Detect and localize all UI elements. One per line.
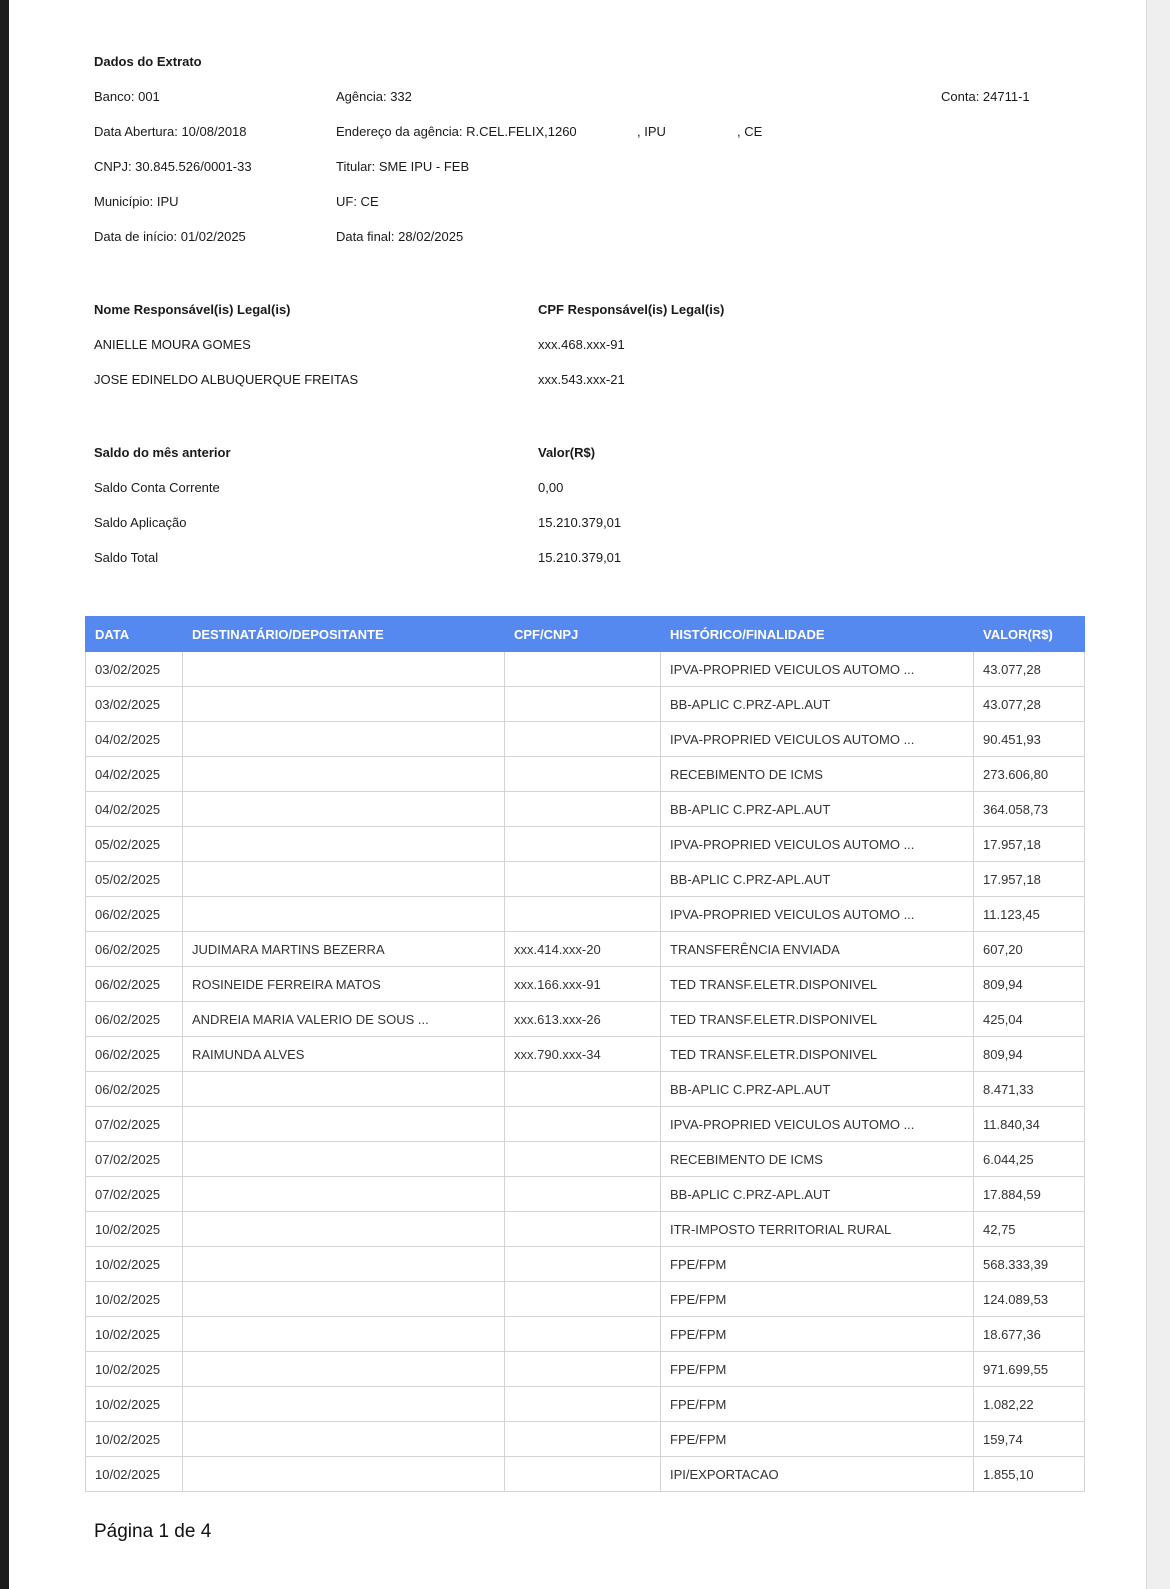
cell-historico: TED TRANSF.ELETR.DISPONIVEL xyxy=(661,1002,974,1037)
cell-cpf-cnpj: xxx.613.xxx-26 xyxy=(505,1002,661,1037)
cell-valor: 8.471,33 xyxy=(974,1072,1085,1107)
cell-cpf-cnpj xyxy=(505,862,661,897)
cell-valor: 17.957,18 xyxy=(974,862,1085,897)
cell-cpf-cnpj xyxy=(505,1387,661,1422)
cell-cpf-cnpj xyxy=(505,1177,661,1212)
table-row xyxy=(86,1317,1085,1352)
section-title-dados-extrato: Dados do Extrato xyxy=(94,54,202,69)
table-row xyxy=(86,1282,1085,1317)
cell-cpf-cnpj xyxy=(505,1107,661,1142)
cell-destinatario xyxy=(183,1457,505,1492)
cell-data: 06/02/2025 xyxy=(86,897,183,932)
cell-historico: FPE/FPM xyxy=(661,1247,974,1282)
cell-historico: BB-APLIC C.PRZ-APL.AUT xyxy=(661,1072,974,1107)
cell-cpf-cnpj: xxx.790.xxx-34 xyxy=(505,1037,661,1072)
cell-data: 10/02/2025 xyxy=(86,1247,183,1282)
table-body xyxy=(86,652,1085,1492)
cell-destinatario xyxy=(183,1352,505,1387)
responsavel-cpf: xxx.468.xxx-91 xyxy=(538,337,625,352)
table-row xyxy=(86,652,1085,687)
cell-destinatario xyxy=(183,1212,505,1247)
cell-cpf-cnpj xyxy=(505,1072,661,1107)
cell-historico: RECEBIMENTO DE ICMS xyxy=(661,1142,974,1177)
cell-cpf-cnpj xyxy=(505,1352,661,1387)
cell-destinatario xyxy=(183,897,505,932)
cell-historico: BB-APLIC C.PRZ-APL.AUT xyxy=(661,1177,974,1212)
cell-historico: BB-APLIC C.PRZ-APL.AUT xyxy=(661,792,974,827)
cell-data: 05/02/2025 xyxy=(86,827,183,862)
cell-destinatario xyxy=(183,1142,505,1177)
saldo-label: Saldo Aplicação xyxy=(94,515,187,530)
cell-valor: 90.451,93 xyxy=(974,722,1085,757)
cell-valor: 11.840,34 xyxy=(974,1107,1085,1142)
responsavel-nome: JOSE EDINELDO ALBUQUERQUE FREITAS xyxy=(94,372,359,387)
cell-data: 10/02/2025 xyxy=(86,1282,183,1317)
cell-cpf-cnpj xyxy=(505,757,661,792)
cell-valor: 11.123,45 xyxy=(974,897,1085,932)
cell-cpf-cnpj xyxy=(505,1317,661,1352)
responsaveis-nome-header: Nome Responsável(is) Legal(is) xyxy=(94,302,291,317)
table-row xyxy=(86,1107,1085,1142)
cell-historico: BB-APLIC C.PRZ-APL.AUT xyxy=(661,862,974,897)
cell-data: 07/02/2025 xyxy=(86,1142,183,1177)
cell-historico: FPE/FPM xyxy=(661,1422,974,1457)
table-row xyxy=(86,897,1085,932)
cell-data: 04/02/2025 xyxy=(86,722,183,757)
cell-valor: 17.957,18 xyxy=(974,827,1085,862)
data-inicio-field: Data de início: 01/02/2025 xyxy=(94,229,246,244)
cell-destinatario xyxy=(183,1072,505,1107)
cell-data: 10/02/2025 xyxy=(86,1387,183,1422)
agencia-field: Agência: 332 xyxy=(336,89,412,104)
cell-cpf-cnpj xyxy=(505,1212,661,1247)
cell-destinatario xyxy=(183,722,505,757)
cell-destinatario xyxy=(183,687,505,722)
municipio-field: Município: IPU xyxy=(94,194,179,209)
cell-historico: ITR-IMPOSTO TERRITORIAL RURAL xyxy=(661,1212,974,1247)
table-row xyxy=(86,1002,1085,1037)
table-row xyxy=(86,1037,1085,1072)
cell-destinatario: ANDREIA MARIA VALERIO DE SOUS ... xyxy=(183,1002,505,1037)
cell-valor: 6.044,25 xyxy=(974,1142,1085,1177)
cell-destinatario: RAIMUNDA ALVES xyxy=(183,1037,505,1072)
cell-valor: 1.855,10 xyxy=(974,1457,1085,1492)
cell-data: 10/02/2025 xyxy=(86,1352,183,1387)
cell-data: 05/02/2025 xyxy=(86,862,183,897)
table-row xyxy=(86,932,1085,967)
cell-data: 06/02/2025 xyxy=(86,1037,183,1072)
cell-valor: 273.606,80 xyxy=(974,757,1085,792)
table-header-row xyxy=(86,617,1085,652)
cell-valor: 42,75 xyxy=(974,1212,1085,1247)
col-header-data: DATA xyxy=(86,617,183,652)
table-row xyxy=(86,687,1085,722)
cell-cpf-cnpj xyxy=(505,1422,661,1457)
cell-historico: TED TRANSF.ELETR.DISPONIVEL xyxy=(661,967,974,1002)
saldo-valor: 15.210.379,01 xyxy=(538,515,622,530)
cell-valor: 425,04 xyxy=(974,1002,1085,1037)
cell-destinatario xyxy=(183,862,505,897)
cell-cpf-cnpj xyxy=(505,722,661,757)
responsavel-cpf: xxx.543.xxx-21 xyxy=(538,372,625,387)
cell-cpf-cnpj xyxy=(505,687,661,722)
cell-cpf-cnpj xyxy=(505,897,661,932)
cell-valor: 809,94 xyxy=(974,967,1085,1002)
table-row xyxy=(86,1212,1085,1247)
table-row xyxy=(86,1142,1085,1177)
cell-data: 07/02/2025 xyxy=(86,1107,183,1142)
table-row xyxy=(86,1247,1085,1282)
cell-data: 04/02/2025 xyxy=(86,757,183,792)
table-row xyxy=(86,1177,1085,1212)
viewer-left-edge xyxy=(0,0,9,1589)
col-header-valor: VALOR(R$) xyxy=(974,617,1085,652)
cell-cpf-cnpj: xxx.166.xxx-91 xyxy=(505,967,661,1002)
table-row xyxy=(86,862,1085,897)
cell-cpf-cnpj xyxy=(505,652,661,687)
table-row xyxy=(86,792,1085,827)
cell-valor: 1.082,22 xyxy=(974,1387,1085,1422)
cell-cpf-cnpj xyxy=(505,792,661,827)
table-row xyxy=(86,827,1085,862)
cell-cpf-cnpj xyxy=(505,1457,661,1492)
cell-data: 04/02/2025 xyxy=(86,792,183,827)
cell-historico: IPVA-PROPRIED VEICULOS AUTOMO ... xyxy=(661,1107,974,1142)
saldo-valor: 0,00 xyxy=(538,480,564,495)
table-row xyxy=(86,1422,1085,1457)
cell-destinatario xyxy=(183,827,505,862)
cell-destinatario xyxy=(183,1317,505,1352)
cell-cpf-cnpj xyxy=(505,1247,661,1282)
cell-valor: 971.699,55 xyxy=(974,1352,1085,1387)
cnpj-field: CNPJ: 30.845.526/0001-33 xyxy=(94,159,252,174)
cell-valor: 124.089,53 xyxy=(974,1282,1085,1317)
cell-historico: IPVA-PROPRIED VEICULOS AUTOMO ... xyxy=(661,652,974,687)
cell-data: 06/02/2025 xyxy=(86,932,183,967)
cell-historico: TED TRANSF.ELETR.DISPONIVEL xyxy=(661,1037,974,1072)
cell-historico: FPE/FPM xyxy=(661,1352,974,1387)
cell-data: 10/02/2025 xyxy=(86,1317,183,1352)
titular-field: Titular: SME IPU - FEB xyxy=(336,159,470,174)
cell-destinatario xyxy=(183,792,505,827)
saldo-valor-header: Valor(R$) xyxy=(538,445,596,460)
cell-destinatario: ROSINEIDE FERREIRA MATOS xyxy=(183,967,505,1002)
cell-destinatario xyxy=(183,757,505,792)
table-row xyxy=(86,1352,1085,1387)
cell-historico: IPVA-PROPRIED VEICULOS AUTOMO ... xyxy=(661,722,974,757)
cell-valor: 18.677,36 xyxy=(974,1317,1085,1352)
table-row xyxy=(86,757,1085,792)
cell-cpf-cnpj xyxy=(505,1282,661,1317)
cell-valor: 568.333,39 xyxy=(974,1247,1085,1282)
uf-field: UF: CE xyxy=(336,194,379,209)
cell-data: 03/02/2025 xyxy=(86,652,183,687)
cell-valor: 607,20 xyxy=(974,932,1085,967)
col-header-destinatario: DESTINATÁRIO/DEPOSITANTE xyxy=(183,617,505,652)
saldo-valor: 15.210.379,01 xyxy=(538,550,622,565)
saldo-label: Saldo Conta Corrente xyxy=(94,480,220,495)
cell-destinatario: JUDIMARA MARTINS BEZERRA xyxy=(183,932,505,967)
endereco-cidade: , IPU xyxy=(637,124,666,139)
cell-historico: FPE/FPM xyxy=(661,1282,974,1317)
cell-valor: 159,74 xyxy=(974,1422,1085,1457)
cell-destinatario xyxy=(183,1387,505,1422)
cell-data: 10/02/2025 xyxy=(86,1457,183,1492)
cell-valor: 17.884,59 xyxy=(974,1177,1085,1212)
transactions-table xyxy=(85,616,1085,1492)
cell-destinatario xyxy=(183,1282,505,1317)
endereco-field: Endereço da agência: R.CEL.FELIX,1260 xyxy=(336,124,577,139)
cell-cpf-cnpj xyxy=(505,827,661,862)
cell-valor: 43.077,28 xyxy=(974,652,1085,687)
cell-data: 10/02/2025 xyxy=(86,1212,183,1247)
cell-historico: IPVA-PROPRIED VEICULOS AUTOMO ... xyxy=(661,827,974,862)
cell-destinatario xyxy=(183,1177,505,1212)
cell-destinatario xyxy=(183,1422,505,1457)
cell-cpf-cnpj: xxx.414.xxx-20 xyxy=(505,932,661,967)
cell-data: 06/02/2025 xyxy=(86,1072,183,1107)
viewer-scrollbar[interactable] xyxy=(1146,0,1170,1589)
banco-field: Banco: 001 xyxy=(94,89,160,104)
table-row xyxy=(86,722,1085,757)
cell-valor: 43.077,28 xyxy=(974,687,1085,722)
cell-data: 06/02/2025 xyxy=(86,1002,183,1037)
cell-data: 10/02/2025 xyxy=(86,1422,183,1457)
conta-field: Conta: 24711-1 xyxy=(941,89,1030,104)
col-header-historico: HISTÓRICO/FINALIDADE xyxy=(661,617,974,652)
table-row xyxy=(86,967,1085,1002)
responsavel-nome: ANIELLE MOURA GOMES xyxy=(94,337,251,352)
cell-data: 06/02/2025 xyxy=(86,967,183,1002)
cell-historico: FPE/FPM xyxy=(661,1317,974,1352)
cell-data: 03/02/2025 xyxy=(86,687,183,722)
cell-historico: BB-APLIC C.PRZ-APL.AUT xyxy=(661,687,974,722)
data-abertura-field: Data Abertura: 10/08/2018 xyxy=(94,124,247,139)
cell-historico: FPE/FPM xyxy=(661,1387,974,1422)
col-header-cpf-cnpj: CPF/CNPJ xyxy=(505,617,661,652)
saldo-header: Saldo do mês anterior xyxy=(94,445,231,460)
cell-valor: 809,94 xyxy=(974,1037,1085,1072)
cell-historico: RECEBIMENTO DE ICMS xyxy=(661,757,974,792)
cell-historico: IPI/EXPORTACAO xyxy=(661,1457,974,1492)
cell-data: 07/02/2025 xyxy=(86,1177,183,1212)
table-row xyxy=(86,1387,1085,1422)
cell-destinatario xyxy=(183,1247,505,1282)
table-row xyxy=(86,1072,1085,1107)
cell-destinatario xyxy=(183,652,505,687)
cell-destinatario xyxy=(183,1107,505,1142)
cell-historico: IPVA-PROPRIED VEICULOS AUTOMO ... xyxy=(661,897,974,932)
page-number: Página 1 de 4 xyxy=(94,1521,212,1542)
table-row xyxy=(86,1457,1085,1492)
saldo-label: Saldo Total xyxy=(94,550,159,565)
responsaveis-cpf-header: CPF Responsável(is) Legal(is) xyxy=(538,302,725,317)
endereco-uf: , CE xyxy=(737,124,763,139)
data-final-field: Data final: 28/02/2025 xyxy=(336,229,464,244)
cell-cpf-cnpj xyxy=(505,1142,661,1177)
cell-valor: 364.058,73 xyxy=(974,792,1085,827)
cell-historico: TRANSFERÊNCIA ENVIADA xyxy=(661,932,974,967)
